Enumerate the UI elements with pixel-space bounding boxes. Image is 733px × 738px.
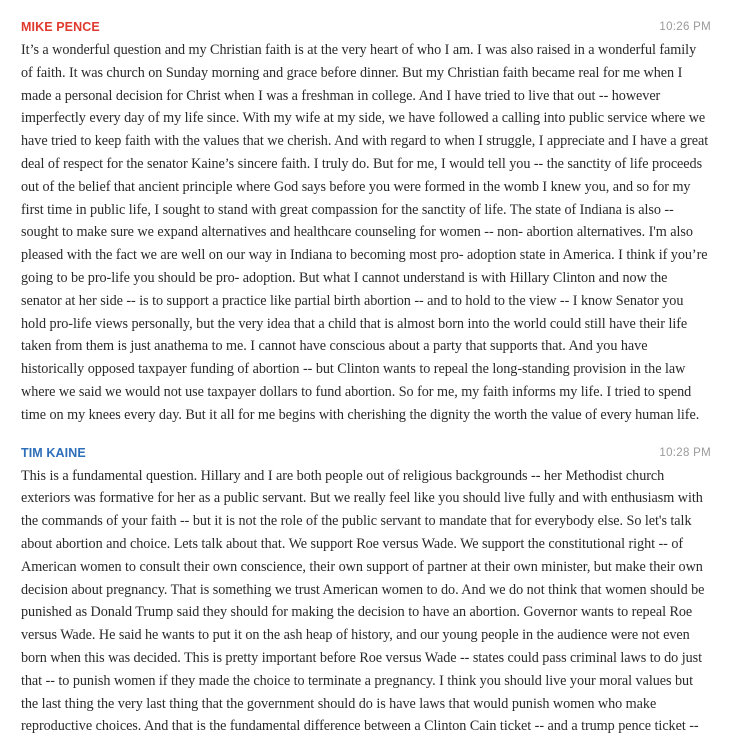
entry-header	[21, 19, 711, 37]
speaker-name: TIM KAINE	[21, 445, 86, 460]
speech-text: This is a fundamental question. Hillary and I are both people out of religious backgrounds -- her Methodist church exteriors was formative for her as a public servant. But we really feel like you should live fully and with enthusiasm with the commands of your faith -- but it is not the role of the public servant to mandate that for everybody else. So let's talk about abortion and choice. Lets talk about that. We support Roe versus Wade. We support the constitutional right -- of American women to consult their own conscience, their own support of partner at their own minister, but make their own decision about pregnancy. That is something we trust American women to do. And we do not think that women should be punished as Donald Trump said they should for making the decision to have an abortion. Governor wants to repeal Roe versus Wade. He said he wants to put it on the ash heap of history, and our young people in the audience were not even born when this was decided. This is pretty important before Roe versus Wade -- states could pass criminal laws to do just that -- to punish women if they made the choice to terminate a pregnancy. I think you should live your moral values but the last thing the very last thing that the government should do is have laws that would punish women who make reproductive choices. And that is the fundamental difference between a Clinton Cain ticket -- and a trump pence ticket --	[21, 467, 705, 735]
speaker-name: MIKE PENCE	[21, 20, 100, 34]
timestamp: 10:26 PM	[659, 21, 711, 33]
transcript-entry	[0, 427, 733, 738]
entry-header	[21, 445, 711, 463]
speech-text: It’s a wonderful question and my Christian faith is at the very heart of who I am. I was also raised in a wonderful family of faith. It was church on Sunday morning and grace before dinner. But my Christian faith became real for me when I made a personal decision for Christ when I was a freshman in college. And I have tried to live that out -- however imperfectly every day of my life since. With my wife at my side, we have followed a calling into public service where we have tried to keep faith with the values that we cherish. And with regard to when I struggle, I appreciate and I have a great deal of respect for the senator Kaine’s sincere faith. I truly do. But for me, I would tell you -- the sanctity of life proceeds out of the belief that ancient principle where God says before you were formed in the womb I knew you, and so for my first time in public life, I sought to stand with great compassion for the sanctity of life. The state of Indiana is also -- sought to make sure we expand alternatives and healthcare counseling for women -- non- abortion alternatives. I'm also pleased with the fact we are well on our way in Indiana to becoming most pro- adoption state in America. I think if you’re going to be pro-life you should be pro- adoption. But what I cannot understand is with Hillary Clinton and now the senator at her side -- is to support a practice like partial birth abortion -- and to hold to the view -- I know Senator you hold pro-life views personally, but the very idea that a child that is almost born into the world could still have their life taken from them is just anathema to me. I cannot have conscious about a party that supports that. And you have historically opposed taxpayer funding of abortion -- but Clinton wants to repeal the long-standing provision in the law where we said we would not use taxpayer dollars to fund abortion. So for me, my faith informs my life. I tried to spend time on my knees every day. But it all for me begins with cherishing the dignity the worth the value of every human life.	[21, 42, 709, 423]
timestamp: 10:28 PM	[659, 446, 711, 459]
